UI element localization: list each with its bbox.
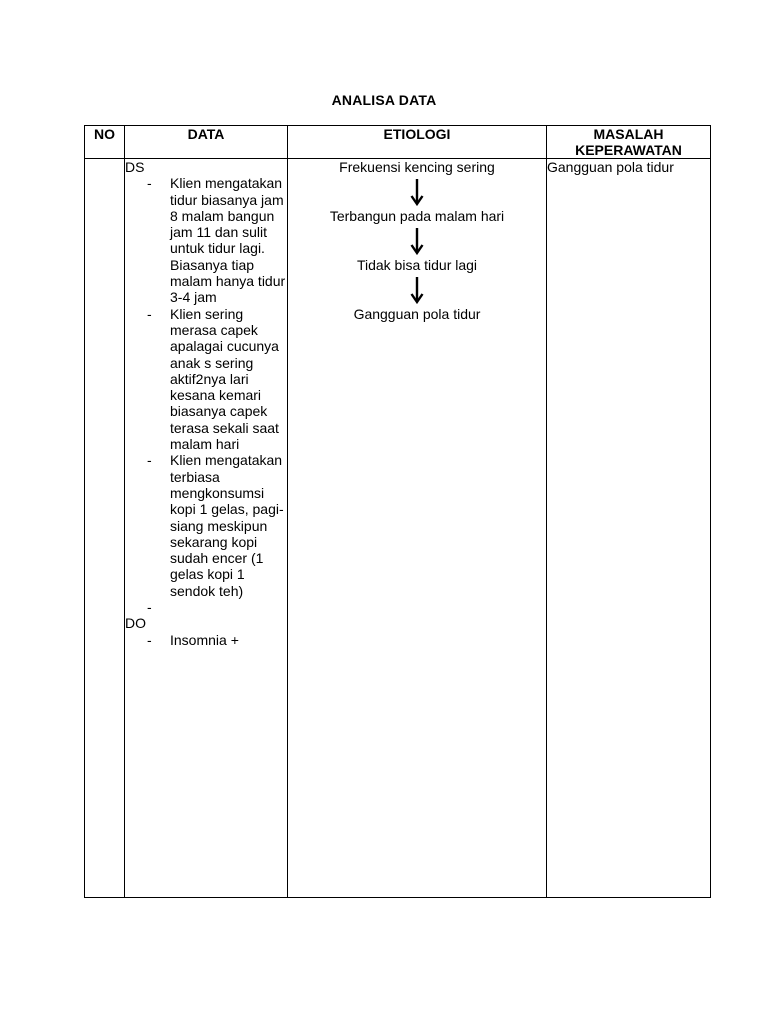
bullet-dash: - <box>147 452 152 469</box>
cell-data <box>125 159 288 898</box>
list-item <box>125 452 287 599</box>
arrow-down-icon <box>288 273 546 306</box>
header-masalah-line2: KEPERAWATAN <box>575 142 682 158</box>
arrow-down-icon <box>288 224 546 257</box>
header-etiologi: ETIOLOGI <box>288 126 547 159</box>
do-label: DO <box>125 615 146 632</box>
etiologi-step: Frekuensi kencing sering <box>339 159 495 175</box>
header-masalah-line1: MASALAH <box>593 126 664 142</box>
ds-item-text: Klien mengatakan tidur biasanya jam 8 malam bangun jam 11 dan sulit untuk tidur lagi. Biasanya tiap malam hanya tidur 3-4 jam <box>170 175 286 306</box>
etiologi-step: Gangguan pola tidur <box>353 306 481 322</box>
header-row <box>85 126 711 159</box>
list-item <box>125 599 287 615</box>
table-row <box>85 159 711 898</box>
list-item <box>125 306 287 453</box>
ds-item-text: Klien sering merasa capek apalagai cucunya anak s sering aktif2nya lari kesana kemari biasanya capek terasa sekali saat malam hari <box>170 305 279 453</box>
cell-masalah: Gangguan pola tidur <box>547 159 711 898</box>
cell-no <box>85 159 125 898</box>
do-item-text: Insomnia + <box>170 631 239 648</box>
etiologi-step: Terbangun pada malam hari <box>329 208 505 224</box>
bullet-dash: - <box>147 305 152 322</box>
header-masalah <box>547 126 711 159</box>
do-list <box>125 632 287 648</box>
cell-etiologi <box>288 159 547 898</box>
header-data: DATA <box>125 126 288 159</box>
list-item <box>125 175 287 305</box>
analysis-table <box>84 125 711 898</box>
bullet-dash: - <box>147 175 152 192</box>
arrow-down-icon <box>288 175 546 208</box>
etiologi-step: Tidak bisa tidur lagi <box>356 257 478 273</box>
bullet-dash: - <box>147 599 152 616</box>
ds-list <box>125 175 287 615</box>
ds-item-text: Klien mengatakan terbiasa mengkonsumsi kopi 1 gelas, pagi-siang meskipun sekarang kopi sudah encer (1 gelas kopi 1 sendok teh) <box>170 452 284 599</box>
list-item <box>125 632 287 648</box>
document-title: ANALISA DATA <box>331 92 437 108</box>
bullet-dash: - <box>147 631 152 648</box>
header-no: NO <box>85 126 125 159</box>
ds-label: DS <box>125 159 145 175</box>
